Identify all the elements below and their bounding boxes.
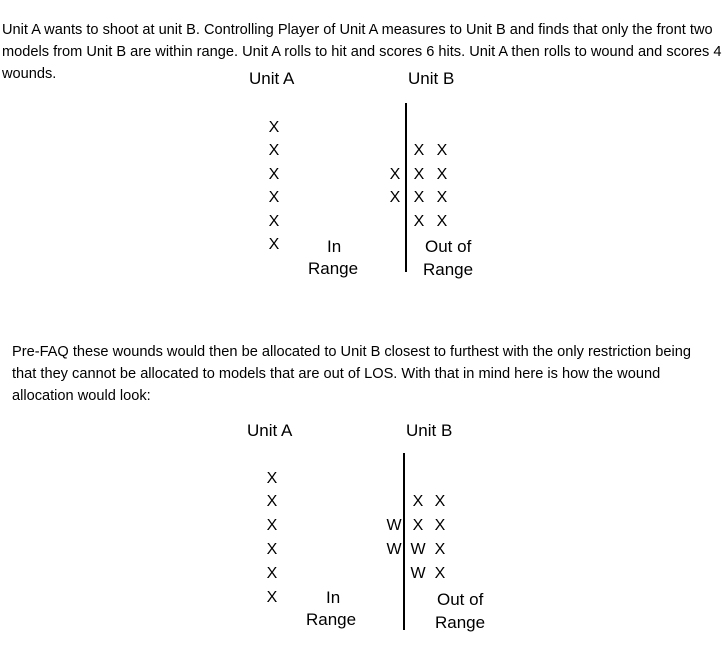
- out-of-range-label-line2: Range: [423, 260, 474, 279]
- unit-a-heading: Unit A: [247, 421, 293, 440]
- allocation-diagram-after: [0, 417, 725, 647]
- range-boundary-line: [405, 103, 407, 272]
- unit-b-model: X: [434, 517, 446, 534]
- unit-a-model: X: [266, 517, 278, 534]
- out-of-range-label-line1: Out of: [425, 237, 472, 256]
- unit-b-model: X: [436, 213, 448, 230]
- unit-b-wound: W: [410, 541, 426, 558]
- unit-b-model: X: [412, 493, 424, 510]
- out-of-range-label-line1: Out of: [437, 590, 484, 609]
- unit-a-model: X: [268, 236, 280, 253]
- unit-a-model: X: [268, 166, 280, 183]
- unit-a-model: X: [268, 142, 280, 159]
- unit-b-model: X: [413, 189, 425, 206]
- unit-b-front-model: X: [389, 189, 401, 206]
- unit-b-front-model: X: [389, 166, 401, 183]
- unit-b-heading: Unit B: [408, 69, 455, 88]
- range-boundary-line: [403, 453, 405, 630]
- unit-a-model: X: [268, 213, 280, 230]
- unit-b-model: X: [436, 189, 448, 206]
- out-of-range-label-line2: Range: [435, 613, 486, 632]
- intro-paragraph: Unit A wants to shoot at unit B. Controlling Player of Unit A measures to Unit B and finds that only the front two models from Unit B are within range. Unit A rolls to hit and scores 6 hits. Unit A then rolls to wound and scores 4 wounds.: [2, 22, 722, 82]
- allocation-diagram-before: [0, 66, 725, 296]
- unit-a-model: X: [266, 470, 278, 487]
- in-range-label-line1: In: [326, 588, 341, 607]
- unit-b-wound: W: [410, 565, 426, 582]
- unit-b-heading: Unit B: [406, 421, 453, 440]
- unit-b-model: X: [434, 541, 446, 558]
- unit-b-model: X: [413, 166, 425, 183]
- unit-a-model: X: [268, 189, 280, 206]
- prefaq-paragraph: Pre-FAQ these wounds would then be allocated to Unit B closest to furthest with the only restriction being that they cannot be allocated to models that are out of LOS. With that in mind here is how the wound allocation would look:: [12, 344, 691, 404]
- in-range-label-line2: Range: [306, 610, 357, 629]
- unit-b-model: X: [413, 213, 425, 230]
- unit-b-front-wound: W: [386, 517, 402, 534]
- unit-a-heading: Unit A: [249, 69, 295, 88]
- unit-b-model: X: [412, 517, 424, 534]
- unit-b-model: X: [434, 565, 446, 582]
- unit-a-model: X: [266, 541, 278, 558]
- unit-b-front-wound: W: [386, 541, 402, 558]
- in-range-label-line2: Range: [308, 259, 359, 278]
- unit-b-model: X: [436, 166, 448, 183]
- unit-b-model: X: [413, 142, 425, 159]
- unit-a-model: X: [268, 119, 280, 136]
- unit-a-model: X: [266, 493, 278, 510]
- unit-a-model: X: [266, 589, 278, 606]
- unit-b-model: X: [434, 493, 446, 510]
- unit-a-model: X: [266, 565, 278, 582]
- unit-b-model: X: [436, 142, 448, 159]
- in-range-label-line1: In: [327, 237, 342, 256]
